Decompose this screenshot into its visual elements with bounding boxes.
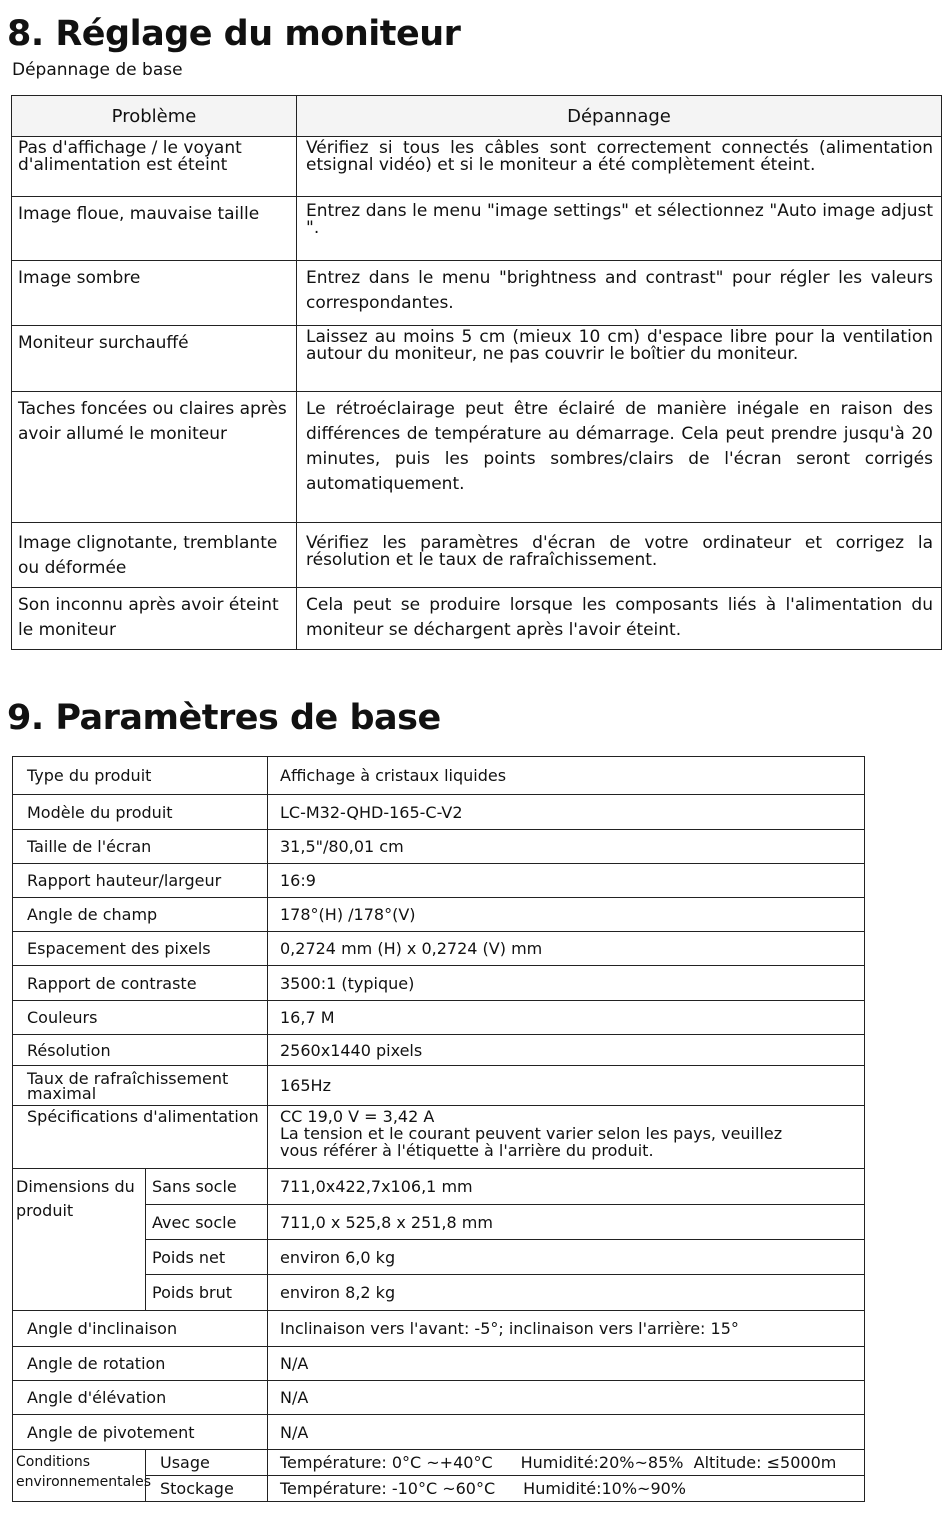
spec-value: 165Hz <box>268 1066 865 1106</box>
solution-cell: Le rétroéclairage peut être éclairé de manière inégale en raison des différences de température au démarrage. Cela peut prendre jusqu'à 20 minutes, puis les points sombres/clairs de l'écran seront corrigés automatiquement. <box>297 392 942 523</box>
spec-value <box>268 1450 865 1476</box>
spec-row <box>13 1347 865 1381</box>
spec-value: 711,0x422,7x106,1 mm <box>268 1169 865 1205</box>
table-row <box>12 261 942 326</box>
solution-cell: Vérifiez si tous les câbles sont correctement connectés (alimentation etsignal vidéo) et si le moniteur a été complètement éteint. <box>297 137 942 197</box>
spec-row-dimensions <box>13 1169 865 1205</box>
dimensions-group-label: Dimensions du produit <box>13 1169 146 1311</box>
spec-value: Inclinaison vers l'avant: -5°; inclinaison vers l'arrière: 15° <box>268 1311 865 1347</box>
problem-cell: Image floue, mauvaise taille <box>12 197 297 261</box>
spec-value: 711,0 x 525,8 x 251,8 mm <box>268 1205 865 1240</box>
spec-label: Angle d'élévation <box>13 1381 268 1415</box>
environment-group-label: Conditions environnementales <box>13 1450 146 1502</box>
spec-value: environ 6,0 kg <box>268 1240 865 1275</box>
spec-value: N/A <box>268 1415 865 1450</box>
specifications-table <box>12 756 865 1502</box>
spec-value: environ 8,2 kg <box>268 1275 865 1311</box>
spec-label: Angle de champ <box>13 898 268 932</box>
table-row <box>12 137 942 197</box>
spec-value: N/A <box>268 1347 865 1381</box>
spec-label: Angle de pivotement <box>13 1415 268 1450</box>
spec-sublabel: Stockage <box>146 1476 268 1502</box>
spec-label: Type du produit <box>13 757 268 795</box>
power-note: La tension et le courant peuvent varier selon les pays, veuillez vous référer à l'étiquette à l'arrière du produit. <box>280 1124 783 1160</box>
spec-row <box>13 757 865 795</box>
column-header-solution: Dépannage <box>297 96 942 137</box>
spec-row <box>13 1001 865 1035</box>
storage-temperature: Température: -10°C ~60°C <box>280 1479 496 1498</box>
spec-label: Angle de rotation <box>13 1347 268 1381</box>
section-8-title: 8. Réglage du moniteur <box>7 14 461 54</box>
spec-label: Modèle du produit <box>13 795 268 830</box>
spec-row <box>13 830 865 864</box>
column-header-problem: Problème <box>12 96 297 137</box>
solution-cell: Vérifiez les paramètres d'écran de votre ordinateur et corrigez la résolution et le taux de rafraîchissement. <box>297 523 942 588</box>
table-row <box>12 197 942 261</box>
spec-value: 3500:1 (typique) <box>268 966 865 1001</box>
spec-label: Espacement des pixels <box>13 932 268 966</box>
spec-row-environment <box>13 1450 865 1476</box>
spec-row <box>13 966 865 1001</box>
spec-row <box>13 1415 865 1450</box>
solution-cell: Entrez dans le menu "image settings" et sélectionnez "Auto image adjust ". <box>297 197 942 261</box>
table-row <box>12 392 942 523</box>
problem-cell: Image clignotante, tremblante ou déformée <box>12 523 297 588</box>
spec-label: Taille de l'écran <box>13 830 268 864</box>
spec-label: Angle d'inclinaison <box>13 1311 268 1347</box>
problem-cell: Pas d'affichage / le voyant d'alimentation est éteint <box>12 137 297 197</box>
spec-label: Taux de rafraîchissement maximal <box>13 1066 268 1106</box>
spec-row <box>13 795 865 830</box>
spec-value: 31,5"/80,01 cm <box>268 830 865 864</box>
spec-value: 16:9 <box>268 864 865 898</box>
spec-value <box>268 1106 865 1169</box>
spec-label: Rapport hauteur/largeur <box>13 864 268 898</box>
usage-altitude: Altitude: ≤5000m <box>693 1453 837 1472</box>
power-rating: CC 19,0 V = 3,42 A <box>280 1107 435 1126</box>
solution-cell: Laissez au moins 5 cm (mieux 10 cm) d'espace libre pour la ventilation autour du moniteur, ne pas couvrir le boîtier du moniteur. <box>297 326 942 392</box>
problem-cell: Son inconnu après avoir éteint le moniteur <box>12 588 297 650</box>
table-header-row <box>12 96 942 137</box>
spec-label: Résolution <box>13 1035 268 1066</box>
spec-sublabel: Avec socle <box>146 1205 268 1240</box>
spec-row <box>13 864 865 898</box>
spec-row <box>13 898 865 932</box>
spec-row <box>13 1381 865 1415</box>
spec-value: 178°(H) /178°(V) <box>268 898 865 932</box>
spec-row <box>13 1311 865 1347</box>
spec-row-power <box>13 1106 865 1169</box>
spec-row <box>13 1035 865 1066</box>
problem-cell: Image sombre <box>12 261 297 326</box>
spec-value: N/A <box>268 1381 865 1415</box>
spec-label: Spécifications d'alimentation <box>13 1106 268 1169</box>
spec-sublabel: Sans socle <box>146 1169 268 1205</box>
spec-label: Rapport de contraste <box>13 966 268 1001</box>
usage-humidity: Humidité:20%~85% <box>520 1453 684 1472</box>
spec-value <box>268 1476 865 1502</box>
spec-row <box>13 1066 865 1106</box>
spec-row <box>13 932 865 966</box>
spec-value: 16,7 M <box>268 1001 865 1035</box>
table-row <box>12 326 942 392</box>
spec-sublabel: Poids net <box>146 1240 268 1275</box>
table-row <box>12 523 942 588</box>
section-9-title: 9. Paramètres de base <box>7 698 441 738</box>
spec-value: 0,2724 mm (H) x 0,2724 (V) mm <box>268 932 865 966</box>
problem-cell: Moniteur surchauffé <box>12 326 297 392</box>
spec-sublabel: Poids brut <box>146 1275 268 1311</box>
troubleshooting-table <box>11 95 942 650</box>
spec-value: 2560x1440 pixels <box>268 1035 865 1066</box>
spec-value: LC-M32-QHD-165-C-V2 <box>268 795 865 830</box>
problem-cell: Taches foncées ou claires après avoir allumé le moniteur <box>12 392 297 523</box>
solution-cell: Entrez dans le menu "brightness and contrast" pour régler les valeurs correspondantes. <box>297 261 942 326</box>
spec-sublabel: Usage <box>146 1450 268 1476</box>
table-row <box>12 588 942 650</box>
usage-temperature: Température: 0°C ~+40°C <box>280 1453 493 1472</box>
storage-humidity: Humidité:10%~90% <box>523 1479 686 1498</box>
spec-label: Couleurs <box>13 1001 268 1035</box>
section-8-subtitle: Dépannage de base <box>12 60 183 80</box>
spec-value: Affichage à cristaux liquides <box>268 757 865 795</box>
solution-cell: Cela peut se produire lorsque les composants liés à l'alimentation du moniteur se déchargent après l'avoir éteint. <box>297 588 942 650</box>
